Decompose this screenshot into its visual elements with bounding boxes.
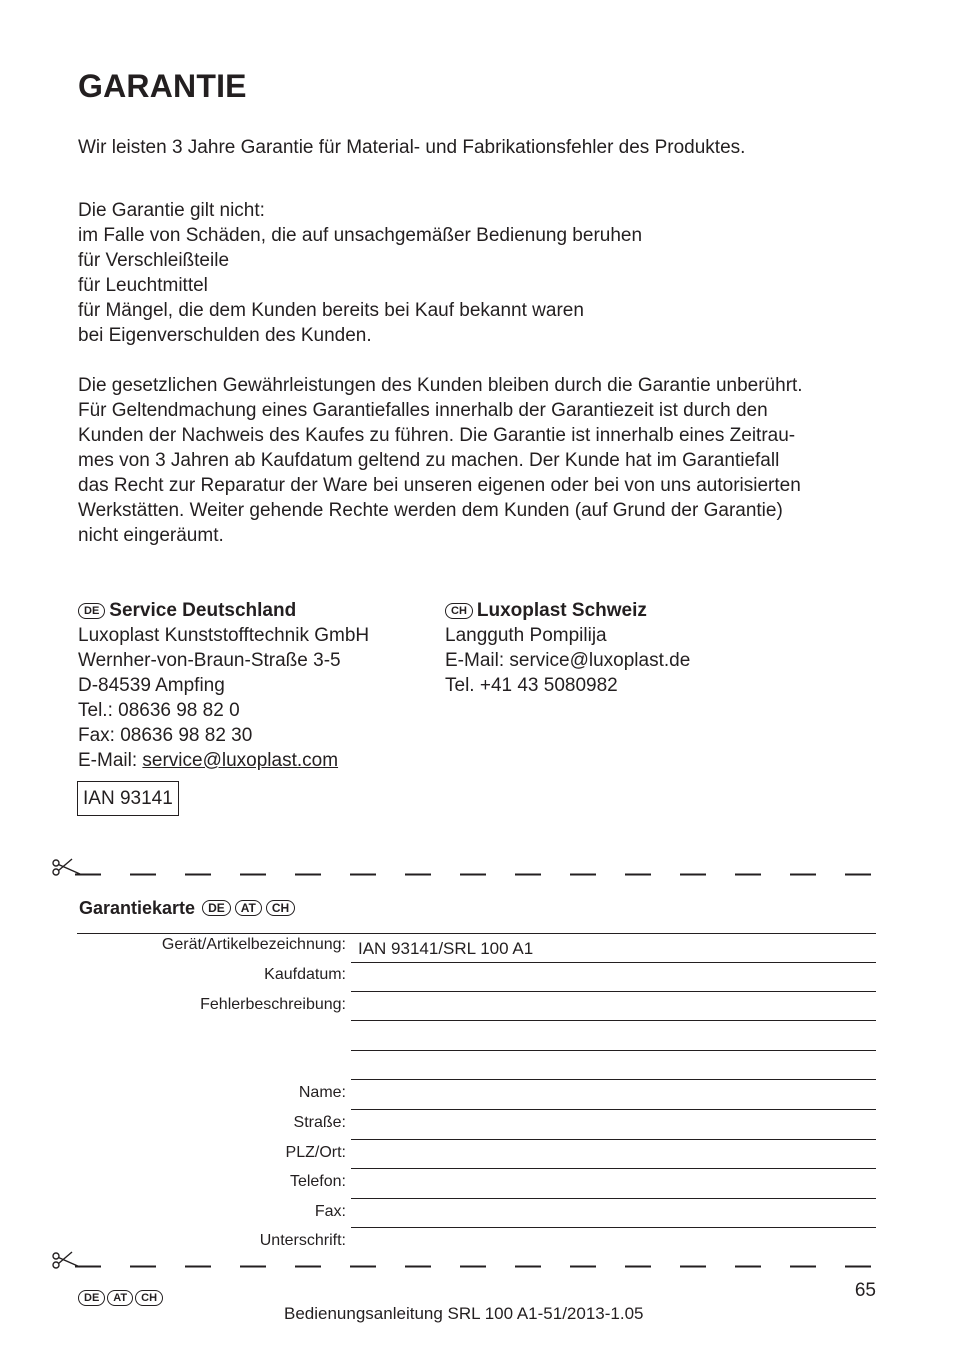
ian-box: IAN 93141 [77,781,179,816]
email-link[interactable]: service@luxoplast.com [142,750,339,771]
guarantee-card-title [79,898,299,919]
footer-badges [78,1290,167,1308]
footer-text: Bedienungsanleitung SRL 100 A1-51/2013-1.05 [284,1304,644,1323]
field-line-name[interactable] [351,1109,876,1110]
field-line-phone[interactable] [351,1198,876,1199]
label-product: Gerät/Artikelbezeichnung: [161,936,346,953]
country-badge-de: DE [202,900,231,916]
service-ch-line: E-Mail: service@luxoplast.de [445,650,691,671]
terms-paragraph [78,373,803,548]
label-name: Name: [298,1084,346,1101]
exclusion-line: im Falle von Schäden, die auf unsachgemäßer Bedienung beruhen [78,225,643,246]
field-line-product[interactable] [351,962,876,963]
exclusions-list [78,198,642,348]
intro-paragraph [78,135,745,160]
country-badge-de: DE [78,603,105,619]
page-title: GARANTIE [78,68,247,104]
field-line-fault-1[interactable] [351,1020,876,1021]
card-title-text: Garantiekarte [79,898,196,918]
terms-line: Für Geltendmachung eines Garantiefalles innerhalb der Garantiezeit ist durch den [78,400,768,421]
terms-line: Kunden der Nachweis des Kaufes zu führen. Die Garantie ist innerhalb eines Zeitrau- [78,425,796,446]
field-line-purchase-date[interactable] [351,991,876,992]
service-ch-line: Langguth Pompilija [445,625,607,646]
label-zip-city: PLZ/Ort: [285,1144,346,1161]
field-line-fax[interactable] [351,1227,876,1228]
terms-line: das Recht zur Reparatur der Ware bei unseren eigenen oder bei von uns autorisierten [78,475,801,496]
exclusion-line: Die Garantie gilt nicht: [78,200,265,221]
exclusion-line: für Mängel, die dem Kunden bereits bei Kauf bekannt waren [78,300,584,321]
country-badge-ch: CH [445,603,473,619]
service-ch-block [445,598,690,698]
country-badge-ch: CH [135,1290,163,1306]
terms-line: nicht eingeräumt. [78,525,224,546]
exclusion-line: für Verschleißteile [78,250,230,271]
terms-line: Werkstätten. Weiter gehende Rechte werden dem Kunden (auf Grund der Garantie) [78,500,783,521]
label-purchase-date: Kaufdatum: [264,966,346,983]
country-badge-de: DE [78,1290,105,1306]
exclusion-line: bei Eigenverschulden des Kunden. [78,325,372,346]
label-fax: Fax: [314,1203,346,1220]
service-de-line: Luxoplast Kunststofftechnik GmbH [78,625,370,646]
service-de-line: Tel.: 08636 98 82 0 [78,700,240,721]
service-de-heading [78,598,369,623]
service-de-line: Wernher-von-Braun-Straße 3-5 [78,650,341,671]
cut-line-bottom [50,1250,878,1270]
label-signature: Unterschrift: [259,1232,346,1249]
service-de-block [78,598,369,773]
email-prefix: E-Mail: [78,750,143,771]
label-street: Straße: [293,1114,346,1131]
country-badge-at: AT [235,900,262,916]
service-de-line: Fax: 08636 98 82 30 [78,725,253,746]
service-de-email-line [78,748,369,773]
service-de-title: Service Deutschland [109,600,297,621]
scissors-icon [53,859,80,875]
card-top-rule [77,933,876,934]
terms-line: Die gesetzlichen Gewährleistungen des Kunden bleiben durch die Garantie unberührt. [78,375,803,396]
country-badge-ch: CH [266,900,295,916]
field-line-fault-2[interactable] [351,1050,876,1051]
service-de-line: D-84539 Ampfing [78,675,225,696]
service-ch-line: Tel. +41 43 5080982 [445,675,618,696]
terms-line: mes von 3 Jahren ab Kaufdatum geltend zu machen. Der Kunde hat im Garantiefall [78,450,780,471]
field-line-fault-3[interactable] [351,1079,876,1080]
service-ch-title: Luxoplast Schweiz [476,600,647,621]
field-line-zip-city[interactable] [351,1168,876,1169]
product-value: IAN 93141/SRL 100 A1 [358,939,534,958]
cut-line-top [50,857,878,877]
country-badge-at: AT [107,1290,133,1306]
label-fault: Fehlerbeschreibung: [200,996,346,1013]
page-number: 65 [854,1280,876,1301]
exclusion-line: für Leuchtmittel [78,275,208,296]
field-line-street[interactable] [351,1139,876,1140]
intro-text: Wir leisten 3 Jahre Garantie für Material- und Fabrikationsfehler des Produktes. [78,137,746,158]
label-phone: Telefon: [289,1173,346,1190]
service-ch-heading [445,598,690,623]
